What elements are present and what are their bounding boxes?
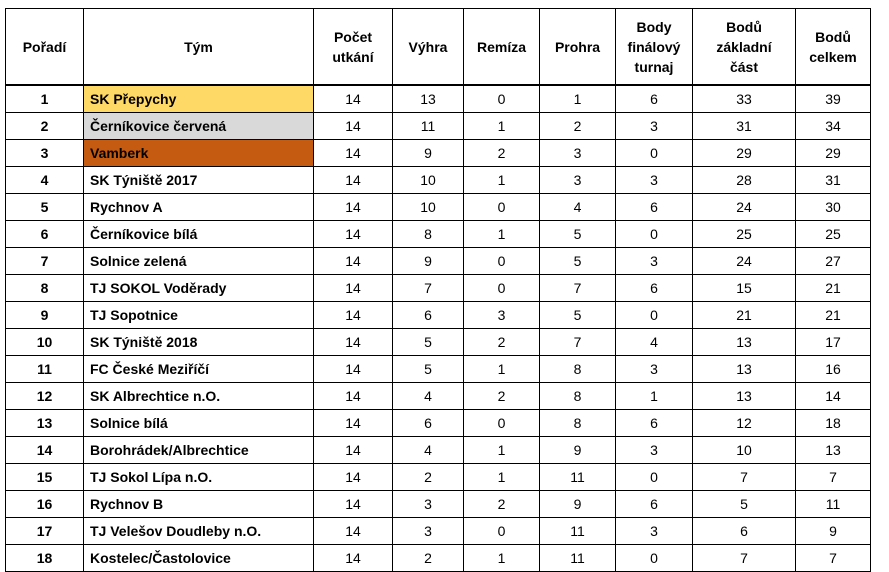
- wins-cell: 9: [393, 140, 464, 167]
- table-row: [6, 221, 871, 248]
- rank-cell: 7: [6, 248, 84, 275]
- team-cell: TJ Sokol Lípa n.O.: [84, 464, 314, 491]
- table-row: [6, 140, 871, 167]
- rank-cell: 15: [6, 464, 84, 491]
- total-points-cell: 17: [796, 329, 871, 356]
- header-final-points-line: Body: [636, 18, 672, 35]
- rank-cell: 18: [6, 545, 84, 572]
- final-points-cell: 3: [616, 113, 693, 140]
- matches-cell: 14: [314, 491, 393, 518]
- wins-cell: 3: [393, 491, 464, 518]
- header-matches: [314, 9, 393, 86]
- header-total-points-line: celkem: [809, 48, 857, 65]
- rank-cell: 8: [6, 275, 84, 302]
- draws-cell: 2: [464, 383, 540, 410]
- rank-cell: 1: [6, 85, 84, 113]
- table-body: [6, 85, 871, 572]
- final-points-cell: 3: [616, 437, 693, 464]
- total-points-cell: 7: [796, 545, 871, 572]
- draws-cell: 1: [464, 437, 540, 464]
- table-row: [6, 545, 871, 572]
- matches-cell: 14: [314, 221, 393, 248]
- losses-cell: 9: [540, 437, 616, 464]
- total-points-cell: 7: [796, 464, 871, 491]
- draws-cell: 0: [464, 194, 540, 221]
- rank-cell: 6: [6, 221, 84, 248]
- final-points-cell: 6: [616, 275, 693, 302]
- base-points-cell: 31: [693, 113, 796, 140]
- final-points-cell: 6: [616, 85, 693, 113]
- base-points-cell: 25: [693, 221, 796, 248]
- draws-cell: 0: [464, 85, 540, 113]
- header-base-points: [693, 9, 796, 86]
- base-points-cell: 10: [693, 437, 796, 464]
- team-cell: SK Týniště 2017: [84, 167, 314, 194]
- base-points-cell: 28: [693, 167, 796, 194]
- base-points-cell: 13: [693, 383, 796, 410]
- draws-cell: 0: [464, 410, 540, 437]
- matches-cell: 14: [314, 167, 393, 194]
- final-points-cell: 4: [616, 329, 693, 356]
- draws-cell: 1: [464, 545, 540, 572]
- base-points-cell: 6: [693, 518, 796, 545]
- team-cell: FC České Meziříčí: [84, 356, 314, 383]
- header-row: [6, 9, 871, 86]
- base-points-cell: 33: [693, 85, 796, 113]
- losses-cell: 11: [540, 464, 616, 491]
- final-points-cell: 0: [616, 221, 693, 248]
- table-row: [6, 464, 871, 491]
- total-points-cell: 18: [796, 410, 871, 437]
- matches-cell: 14: [314, 302, 393, 329]
- rank-cell: 10: [6, 329, 84, 356]
- total-points-cell: 11: [796, 491, 871, 518]
- wins-cell: 7: [393, 275, 464, 302]
- total-points-cell: 29: [796, 140, 871, 167]
- wins-cell: 4: [393, 383, 464, 410]
- losses-cell: 11: [540, 545, 616, 572]
- draws-cell: 0: [464, 248, 540, 275]
- wins-cell: 6: [393, 410, 464, 437]
- draws-cell: 0: [464, 518, 540, 545]
- final-points-cell: 6: [616, 194, 693, 221]
- table-row: [6, 410, 871, 437]
- table-row: [6, 518, 871, 545]
- final-points-cell: 6: [616, 410, 693, 437]
- header-final-points: [616, 9, 693, 86]
- matches-cell: 14: [314, 85, 393, 113]
- base-points-cell: 24: [693, 248, 796, 275]
- team-cell: Rychnov B: [84, 491, 314, 518]
- team-cell: SK Přepychy: [84, 85, 314, 113]
- table-row: [6, 302, 871, 329]
- team-cell: TJ Velešov Doudleby n.O.: [84, 518, 314, 545]
- rank-cell: 9: [6, 302, 84, 329]
- total-points-cell: 27: [796, 248, 871, 275]
- base-points-cell: 7: [693, 545, 796, 572]
- header-total-points: [796, 9, 871, 86]
- wins-cell: 2: [393, 545, 464, 572]
- total-points-cell: 21: [796, 302, 871, 329]
- wins-cell: 2: [393, 464, 464, 491]
- table-row: [6, 383, 871, 410]
- draws-cell: 2: [464, 491, 540, 518]
- losses-cell: 5: [540, 302, 616, 329]
- matches-cell: 14: [314, 248, 393, 275]
- base-points-cell: 21: [693, 302, 796, 329]
- losses-cell: 7: [540, 329, 616, 356]
- draws-cell: 1: [464, 356, 540, 383]
- table-row: [6, 329, 871, 356]
- standings-table-container: [5, 8, 871, 572]
- final-points-cell: 0: [616, 545, 693, 572]
- rank-cell: 2: [6, 113, 84, 140]
- matches-cell: 14: [314, 113, 393, 140]
- table-row: [6, 275, 871, 302]
- header-matches-line: utkání: [332, 48, 374, 65]
- losses-cell: 5: [540, 248, 616, 275]
- table-row: [6, 167, 871, 194]
- base-points-cell: 13: [693, 329, 796, 356]
- team-cell: SK Albrechtice n.O.: [84, 383, 314, 410]
- header-final-points-line: turnaj: [634, 58, 674, 75]
- rank-cell: 4: [6, 167, 84, 194]
- header-base-points-line: Bodů: [726, 18, 762, 35]
- draws-cell: 2: [464, 140, 540, 167]
- wins-cell: 9: [393, 248, 464, 275]
- rank-cell: 17: [6, 518, 84, 545]
- matches-cell: 14: [314, 410, 393, 437]
- total-points-cell: 9: [796, 518, 871, 545]
- wins-cell: 10: [393, 194, 464, 221]
- final-points-cell: 0: [616, 302, 693, 329]
- losses-cell: 11: [540, 518, 616, 545]
- team-cell: Kostelec/Častolovice: [84, 545, 314, 572]
- wins-cell: 10: [393, 167, 464, 194]
- table-row: [6, 85, 871, 113]
- total-points-cell: 16: [796, 356, 871, 383]
- matches-cell: 14: [314, 464, 393, 491]
- matches-cell: 14: [314, 356, 393, 383]
- losses-cell: 3: [540, 167, 616, 194]
- matches-cell: 14: [314, 194, 393, 221]
- total-points-cell: 25: [796, 221, 871, 248]
- team-cell: Rychnov A: [84, 194, 314, 221]
- team-cell: Solnice zelená: [84, 248, 314, 275]
- header-draws: Remíza: [464, 9, 540, 86]
- team-cell: TJ SOKOL Voděrady: [84, 275, 314, 302]
- final-points-cell: 3: [616, 356, 693, 383]
- total-points-cell: 34: [796, 113, 871, 140]
- rank-cell: 12: [6, 383, 84, 410]
- header-matches-line: Počet: [333, 28, 373, 45]
- rank-cell: 14: [6, 437, 84, 464]
- losses-cell: 9: [540, 491, 616, 518]
- final-points-cell: 0: [616, 140, 693, 167]
- base-points-cell: 5: [693, 491, 796, 518]
- team-cell: Solnice bílá: [84, 410, 314, 437]
- total-points-cell: 13: [796, 437, 871, 464]
- base-points-cell: 12: [693, 410, 796, 437]
- total-points-cell: 14: [796, 383, 871, 410]
- matches-cell: 14: [314, 275, 393, 302]
- draws-cell: 1: [464, 221, 540, 248]
- rank-cell: 16: [6, 491, 84, 518]
- draws-cell: 1: [464, 167, 540, 194]
- team-cell: Vamberk: [84, 140, 314, 167]
- draws-cell: 3: [464, 302, 540, 329]
- wins-cell: 5: [393, 356, 464, 383]
- losses-cell: 2: [540, 113, 616, 140]
- header-total-points-line: Bodů: [815, 28, 851, 45]
- matches-cell: 14: [314, 437, 393, 464]
- base-points-cell: 24: [693, 194, 796, 221]
- losses-cell: 7: [540, 275, 616, 302]
- base-points-cell: 13: [693, 356, 796, 383]
- table-row: [6, 491, 871, 518]
- base-points-cell: 7: [693, 464, 796, 491]
- final-points-cell: 3: [616, 518, 693, 545]
- wins-cell: 11: [393, 113, 464, 140]
- team-cell: Černíkovice bílá: [84, 221, 314, 248]
- rank-cell: 3: [6, 140, 84, 167]
- wins-cell: 8: [393, 221, 464, 248]
- total-points-cell: 21: [796, 275, 871, 302]
- losses-cell: 1: [540, 85, 616, 113]
- table-row: [6, 194, 871, 221]
- table-header: [6, 9, 871, 86]
- total-points-cell: 31: [796, 167, 871, 194]
- header-wins: Výhra: [393, 9, 464, 86]
- header-losses: Prohra: [540, 9, 616, 86]
- base-points-cell: 15: [693, 275, 796, 302]
- final-points-cell: 3: [616, 167, 693, 194]
- header-base-points-line: část: [729, 58, 759, 75]
- final-points-cell: 1: [616, 383, 693, 410]
- matches-cell: 14: [314, 140, 393, 167]
- final-points-cell: 3: [616, 248, 693, 275]
- header-team: Tým: [84, 9, 314, 86]
- wins-cell: 13: [393, 85, 464, 113]
- rank-cell: 13: [6, 410, 84, 437]
- header-base-points-line: základní: [716, 38, 772, 55]
- draws-cell: 2: [464, 329, 540, 356]
- rank-cell: 11: [6, 356, 84, 383]
- rank-cell: 5: [6, 194, 84, 221]
- team-cell: Černíkovice červená: [84, 113, 314, 140]
- wins-cell: 6: [393, 302, 464, 329]
- wins-cell: 3: [393, 518, 464, 545]
- team-cell: SK Týniště 2018: [84, 329, 314, 356]
- team-cell: Borohrádek/Albrechtice: [84, 437, 314, 464]
- wins-cell: 4: [393, 437, 464, 464]
- table-row: [6, 248, 871, 275]
- losses-cell: 4: [540, 194, 616, 221]
- total-points-cell: 30: [796, 194, 871, 221]
- table-row: [6, 437, 871, 464]
- table-row: [6, 356, 871, 383]
- losses-cell: 3: [540, 140, 616, 167]
- final-points-cell: 6: [616, 491, 693, 518]
- matches-cell: 14: [314, 329, 393, 356]
- losses-cell: 8: [540, 410, 616, 437]
- base-points-cell: 29: [693, 140, 796, 167]
- matches-cell: 14: [314, 383, 393, 410]
- losses-cell: 8: [540, 383, 616, 410]
- draws-cell: 0: [464, 275, 540, 302]
- losses-cell: 8: [540, 356, 616, 383]
- wins-cell: 5: [393, 329, 464, 356]
- team-cell: TJ Sopotnice: [84, 302, 314, 329]
- final-points-cell: 0: [616, 464, 693, 491]
- total-points-cell: 39: [796, 85, 871, 113]
- header-rank: Pořadí: [6, 9, 84, 86]
- draws-cell: 1: [464, 113, 540, 140]
- standings-table: [5, 8, 871, 572]
- losses-cell: 5: [540, 221, 616, 248]
- matches-cell: 14: [314, 518, 393, 545]
- matches-cell: 14: [314, 545, 393, 572]
- header-final-points-line: finálový: [627, 38, 681, 55]
- table-row: [6, 113, 871, 140]
- draws-cell: 1: [464, 464, 540, 491]
